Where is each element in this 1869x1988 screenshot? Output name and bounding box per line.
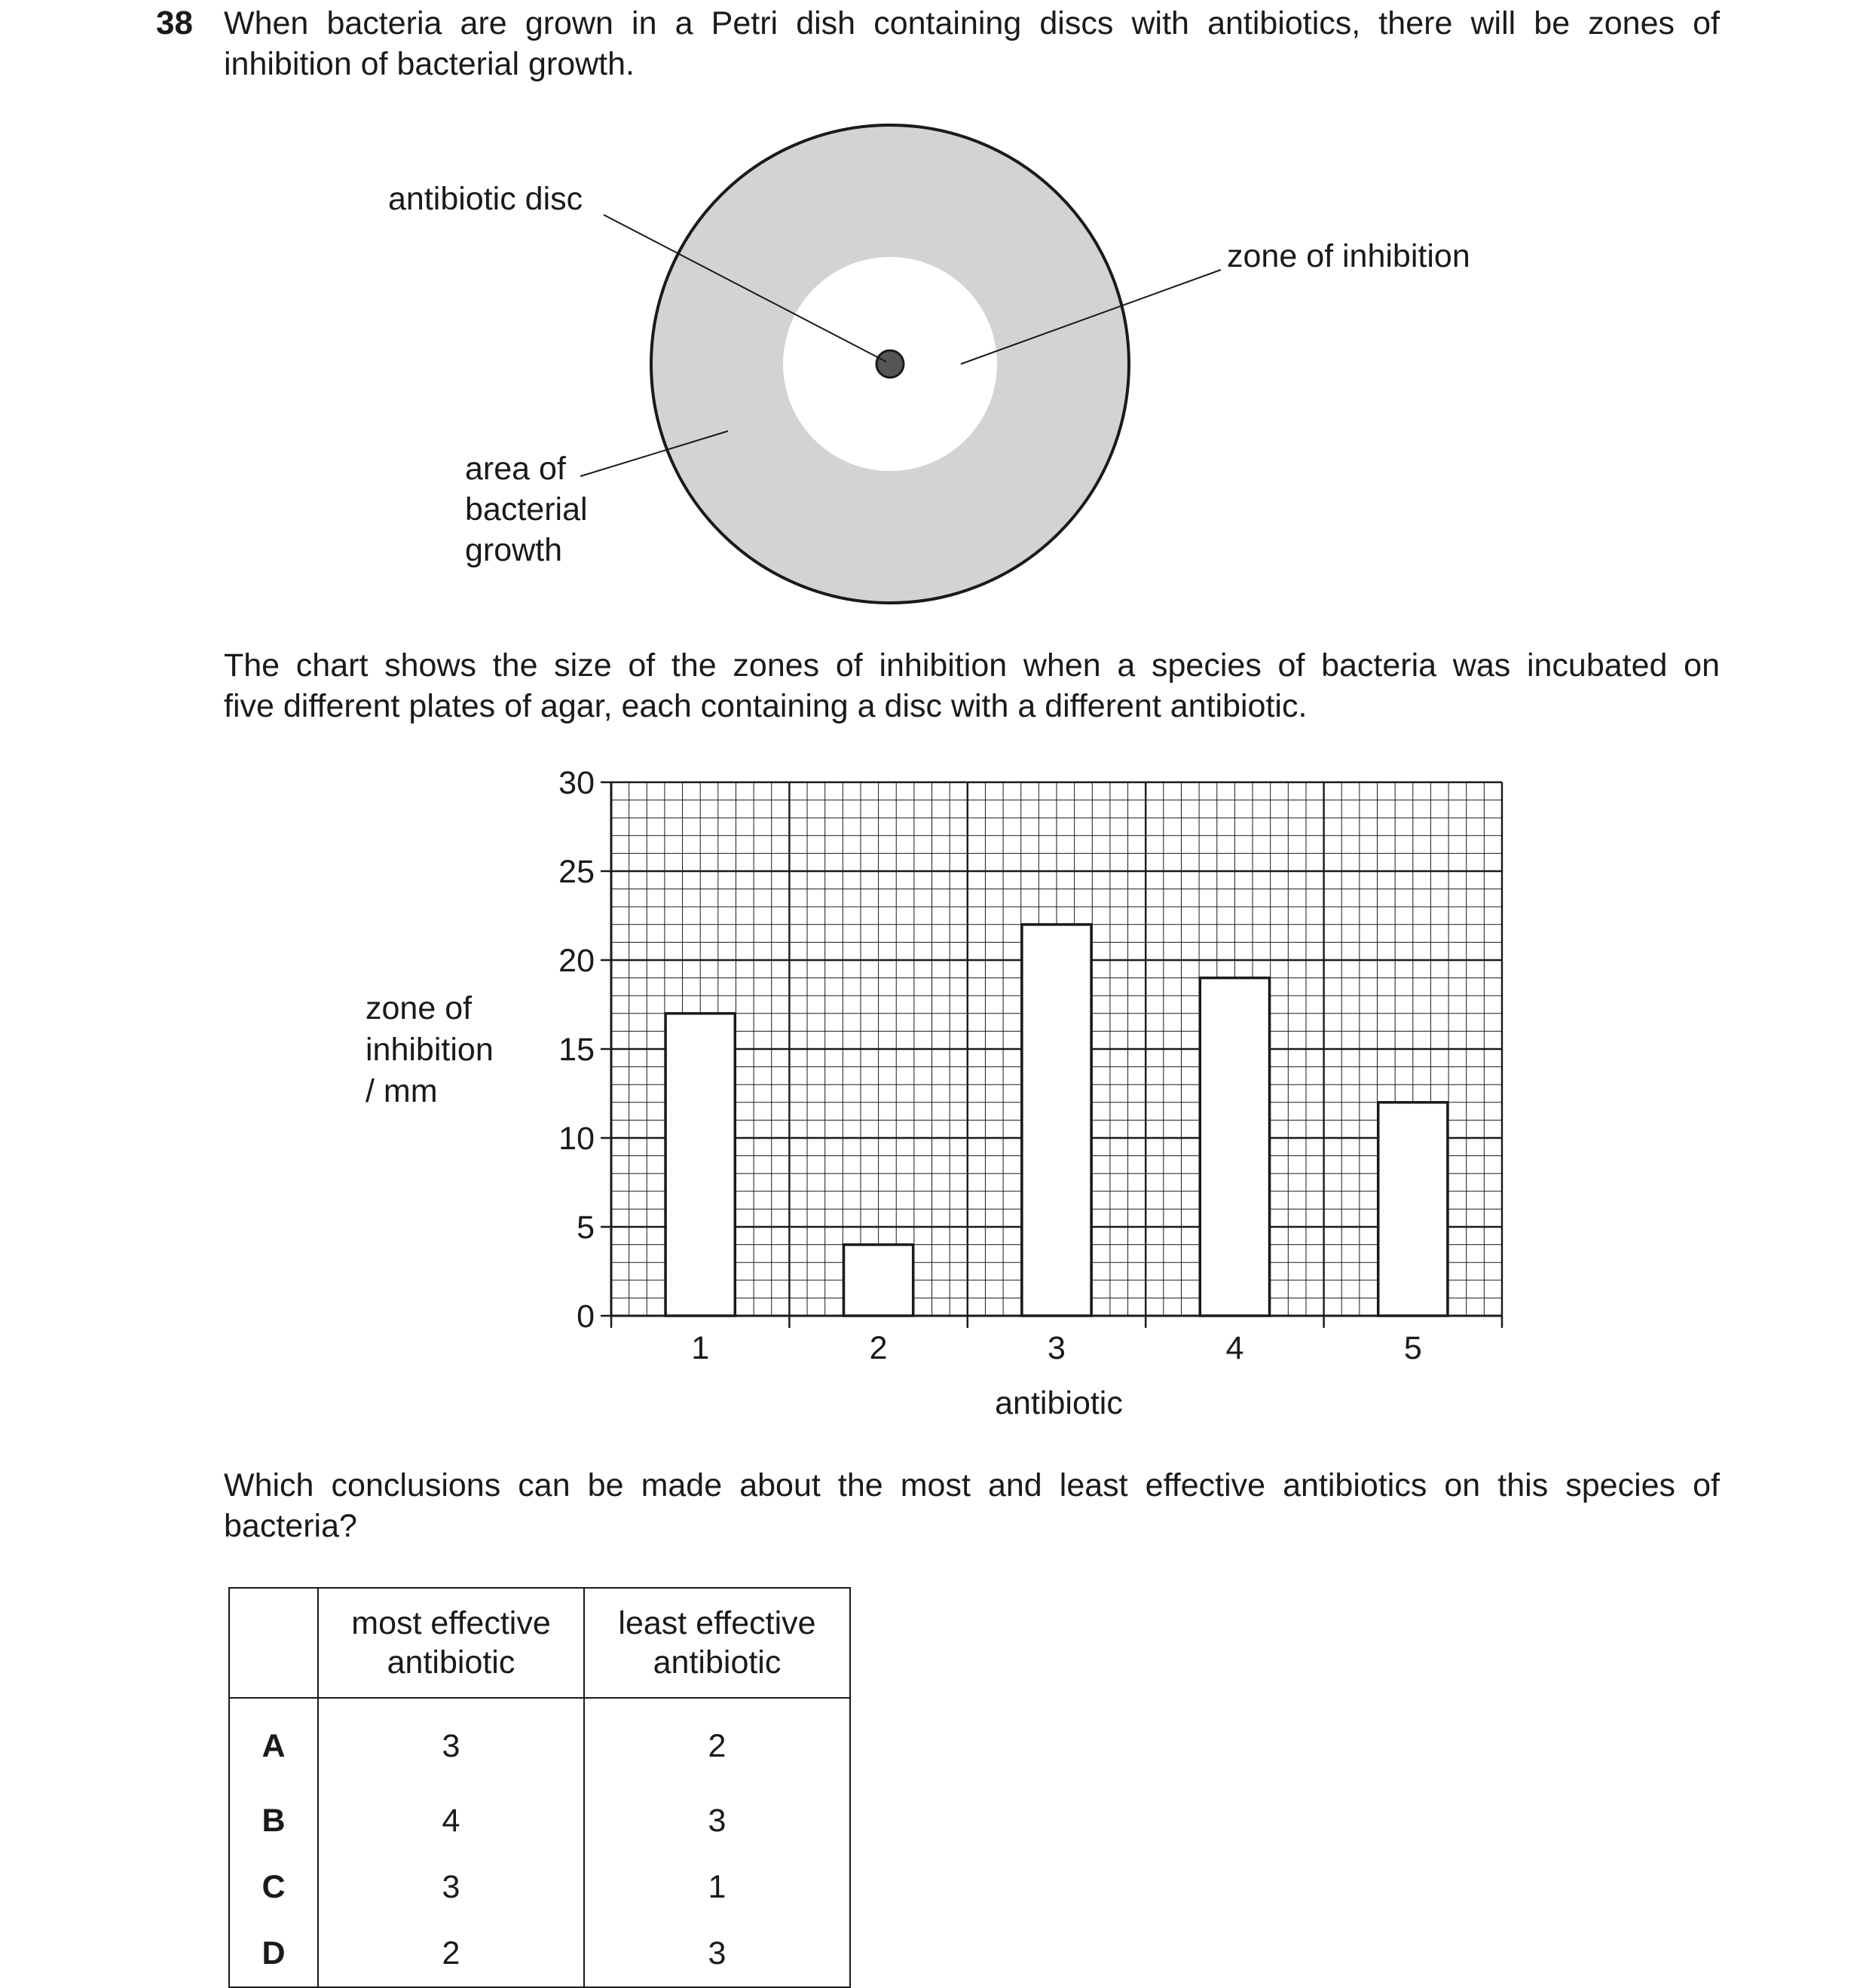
bar-antibiotic-2: [844, 1245, 913, 1316]
option-row-c[interactable]: [229, 1854, 850, 1920]
option-least: 3: [584, 1920, 850, 1987]
intro-line-2: inhibition of bacterial growth.: [224, 46, 635, 82]
question-number: 38: [156, 5, 193, 41]
y-tick-label: 20: [558, 943, 595, 979]
antibiotic-disc-label: antibiotic disc: [388, 181, 583, 217]
option-least: 1: [584, 1854, 850, 1920]
header-most-line-2: antibiotic: [387, 1644, 515, 1681]
header-most-effective: [318, 1588, 584, 1698]
bar-chart: [0, 746, 1869, 1439]
question-prompt: [224, 1465, 1720, 1546]
y-tick-label: 15: [558, 1032, 595, 1068]
option-letter: A: [229, 1698, 318, 1788]
y-axis-label-line-2: inhibition: [366, 1032, 494, 1068]
x-tick-label: 1: [691, 1330, 710, 1366]
option-row-a[interactable]: [229, 1698, 850, 1788]
bar-antibiotic-4: [1200, 978, 1269, 1316]
option-letter: B: [229, 1788, 318, 1854]
option-row-b[interactable]: [229, 1788, 850, 1854]
chart-intro-line-1: The chart shows the size of the zones of inhibition when a species of bacteria was incubated on: [224, 647, 1720, 684]
option-most: 3: [318, 1854, 584, 1920]
option-row-d[interactable]: [229, 1920, 850, 1987]
y-axis-label-line-1: zone of: [366, 990, 473, 1026]
option-most: 4: [318, 1788, 584, 1854]
header-least-line-1: least effective: [618, 1605, 816, 1641]
chart-intro: [224, 645, 1720, 726]
growth-label-line-3: growth: [465, 532, 563, 568]
options-table-header: [229, 1588, 850, 1698]
header-most-line-1: most effective: [351, 1605, 551, 1641]
x-tick-label: 3: [1048, 1330, 1066, 1366]
prompt-line-1: Which conclusions can be made about the most and least effective antibiotics on this species of: [224, 1467, 1720, 1503]
x-axis-label: antibiotic: [995, 1385, 1123, 1421]
y-tick-label: 10: [558, 1121, 595, 1157]
y-tick-label: 0: [577, 1298, 595, 1335]
chart-intro-line-2: five different plates of agar, each containing a disc with a different antibiotic.: [224, 688, 1308, 724]
header-blank-cell: [229, 1588, 318, 1698]
option-letter: D: [229, 1920, 318, 1987]
y-tick-label: 5: [577, 1210, 595, 1246]
y-tick-label: 25: [558, 854, 595, 890]
bar-antibiotic-3: [1022, 925, 1091, 1316]
option-most: 2: [318, 1920, 584, 1987]
zone-of-inhibition-label: zone of inhibition: [1227, 238, 1470, 274]
header-least-effective: [584, 1588, 850, 1698]
x-tick-label: 2: [869, 1330, 888, 1366]
option-least: 3: [584, 1788, 850, 1854]
petri-dish-diagram: [0, 106, 1869, 618]
option-least: 2: [584, 1698, 850, 1788]
header-least-line-2: antibiotic: [653, 1644, 782, 1681]
options-table: [228, 1587, 851, 1988]
bar-antibiotic-1: [665, 1014, 735, 1316]
antibiotic-disc: [876, 350, 904, 378]
chart-y-ticks: [558, 765, 611, 1335]
growth-label-line-1: area of: [465, 451, 566, 487]
growth-label-line-2: bacterial: [465, 491, 588, 528]
chart-x-ticks: [611, 1316, 1502, 1366]
x-tick-label: 5: [1403, 1330, 1422, 1366]
x-tick-label: 4: [1225, 1330, 1244, 1366]
y-axis-label-line-3: / mm: [366, 1073, 438, 1109]
bar-antibiotic-5: [1378, 1103, 1448, 1316]
question-intro: [224, 3, 1720, 84]
option-most: 3: [318, 1698, 584, 1788]
option-letter: C: [229, 1854, 318, 1920]
prompt-line-2: bacteria?: [224, 1508, 357, 1544]
intro-line-1: When bacteria are grown in a Petri dish containing discs with antibiotics, there will be zones of: [224, 5, 1720, 41]
y-tick-label: 30: [558, 765, 595, 801]
